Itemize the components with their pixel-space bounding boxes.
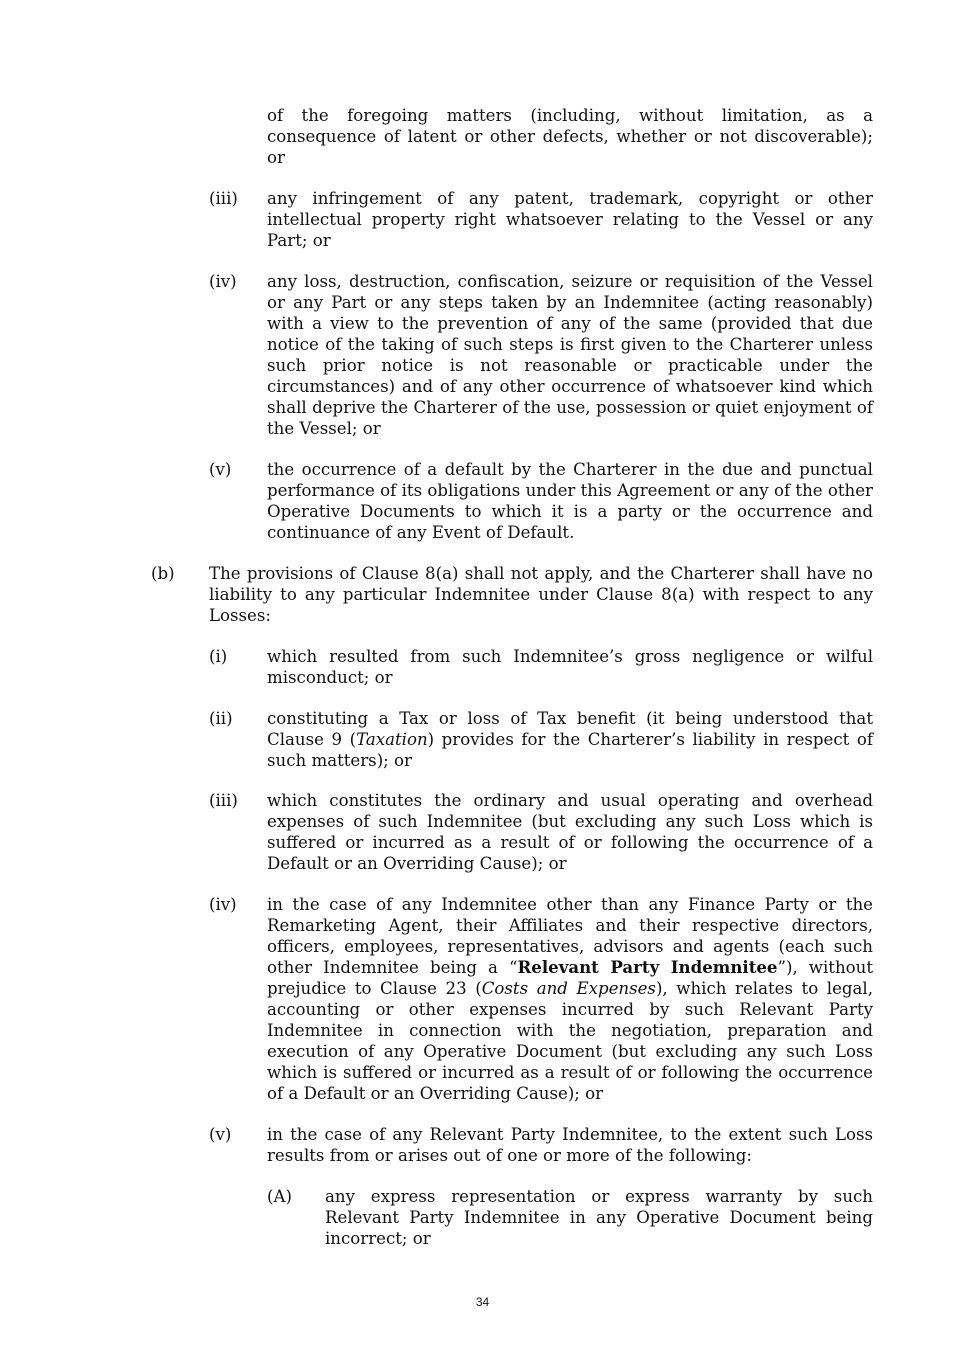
subitem-label-v: (v) bbox=[209, 1125, 232, 1144]
continuation-paragraph: of the foregoing matters (including, without limitation, as a consequence of latent or other defects, whether or not discoverable); or bbox=[267, 106, 873, 167]
subitem-text-v: in the case of any Relevant Party Indemnitee, to the extent such Loss results from or arises out of one or more of the following: bbox=[267, 1125, 873, 1165]
item-text-iv: any loss, destruction, confiscation, seizure or requisition of the Vessel or any Part or any steps taken by an Indemnitee (acting reasonably) with a view to the prevention of any of the same (provided that due notice of the taking of such steps is first given to the Charterer unless such prior notice is not reasonable or practicable under the circumstances) and of any other occurrence of whatsoever kind which shall deprive the Charterer of the use, possession or quiet enjoyment of the Vessel; or bbox=[267, 272, 873, 438]
subitem-text-i: which resulted from such Indemnitee’s gross negligence or wilful misconduct; or bbox=[267, 647, 873, 687]
defined-term-relevant-party-indemnitee: Relevant Party Indemnitee bbox=[517, 957, 778, 977]
costs-expenses-emphasis: Costs and Expenses bbox=[481, 979, 656, 998]
item-text-iii: any infringement of any patent, trademark, copyright or other intellectual property right whatsoever relating to the Vessel or any Part; or bbox=[267, 189, 873, 250]
subitem-label-i: (i) bbox=[209, 647, 228, 666]
subitem-label-iv: (iv) bbox=[209, 895, 237, 914]
clause-label-b: (b) bbox=[151, 564, 175, 583]
subsubitem-label-A: (A) bbox=[267, 1187, 292, 1206]
subitem-text-iii: which constitutes the ordinary and usual operating and overhead expenses of such Indemnitee (but excluding any such Loss which is suffered or incurred as a result of or following the occurrence of a Default or an Overriding Cause); or bbox=[267, 791, 873, 873]
clause-text-b: The provisions of Clause 8(a) shall not apply, and the Charterer shall have no liability to any particular Indemnitee under Clause 8(a) with respect to any Losses: bbox=[209, 564, 873, 625]
item-text-v: the occurrence of a default by the Charterer in the due and punctual performance of its obligations under this Agreement or any of the other Operative Documents to which it is a party or the occurrence and continuance of any Event of Default. bbox=[267, 460, 873, 542]
subsubitem-text-A: any express representation or express warranty by such Relevant Party Indemnitee in any Operative Document being incorrect; or bbox=[325, 1187, 873, 1248]
subitem-label-iii: (iii) bbox=[209, 791, 238, 810]
subitem-label-ii: (ii) bbox=[209, 709, 233, 728]
item-label-iii: (iii) bbox=[209, 189, 238, 208]
item-label-v: (v) bbox=[209, 460, 232, 479]
page-number: 34 bbox=[475, 1295, 490, 1309]
item-label-iv: (iv) bbox=[209, 272, 237, 291]
subitem-text-ii: constituting a Tax or loss of Tax benefit (it being understood that Clause 9 (Taxation) provides for the Charterer’s liability in respect of such matters); or bbox=[267, 709, 873, 770]
subitem-text-iv: in the case of any Indemnitee other than any Finance Party or the Remarketing Agent, their Affiliates and their respective directors, officers, employees, representatives, advisors and agents (each such other Indemnitee being a “Relevant Party Indemnitee”), without prejudice to Clause 23 (Costs and Expenses), which relates to legal, accounting or other expenses incurred by such Relevant Party Indemnitee in connection with the negotiation, preparation and execution of any Operative Document (but excluding any such Loss which is suffered or incurred as a result of or following the occurrence of a Default or an Overriding Cause); or bbox=[267, 895, 874, 1103]
taxation-emphasis: Taxation bbox=[356, 730, 428, 749]
